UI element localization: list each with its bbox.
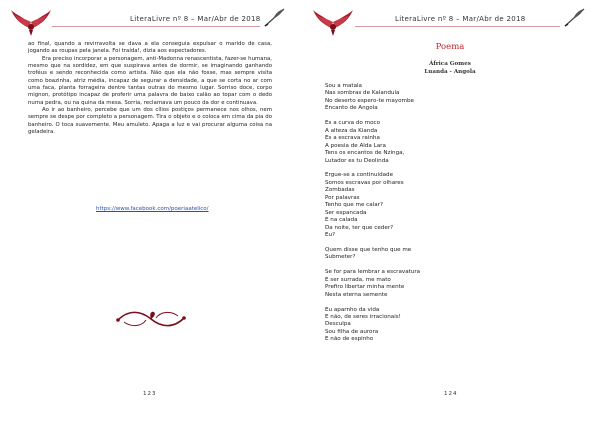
page-number-left: 123 — [143, 391, 157, 397]
flourish-ornament — [114, 306, 188, 332]
poem-stanza — [325, 247, 555, 262]
poem-line: Es a curva do moco — [325, 120, 380, 127]
poem-line: Nas sombras de Kalandula — [325, 90, 400, 97]
winged-logo-icon — [10, 7, 52, 37]
poem-line: Zombadas — [325, 187, 355, 194]
poem-line: No deserto espero-te mayombe — [325, 97, 414, 104]
poem-line: E não, de seres irracionais! — [325, 313, 401, 320]
poem-line: Lutador es tu Deolinda — [325, 157, 389, 164]
poem-line: E ser surrada, me mato — [325, 276, 391, 283]
poem-line: A poesia de Alda Lara — [325, 142, 386, 149]
poem-byline — [300, 60, 600, 76]
poem-title: Poema — [435, 42, 465, 52]
poem-line: Nesta eterna semente — [325, 291, 388, 298]
poem-stanza — [325, 307, 555, 344]
poem-line: Da noite, ter que ceder? — [325, 224, 394, 231]
author-location: Luanda - Angola — [424, 69, 476, 75]
poem-stanza — [325, 172, 555, 239]
poem-line: Se for para lembrar a escravatura — [325, 269, 421, 276]
poem-line: E não de espinho — [325, 336, 374, 343]
poem-line: Tenho que me calar? — [325, 202, 383, 209]
poem-line: Es a escrava rainha — [325, 135, 380, 142]
poem-line: Ergue-se a continuidade — [325, 172, 394, 179]
quill-pen-icon — [562, 6, 588, 28]
poem-line: A alteza da Kianda — [325, 127, 378, 134]
poem-line: Sou filha de aurora — [325, 328, 379, 335]
paragraph: Ao ir ao banheiro, percebe que um dos cílios postiços permanece nos olhos, nem sempre se despe por completo a personagem. Tira o objeto e o coloca em cima da pia do banheiro. O toca suavemente. Meu amuleto. Apaga a luz e vai procurar alguma coisa na geladeira. — [28, 107, 272, 136]
poem-line: Submeter? — [325, 254, 356, 261]
paragraph: ao final, quando a revirravolta se dava a ela conseguia expulsar o marido de casa, jogando as roupas pela janela. Foi traída!, dizia aos espectadores. — [28, 41, 272, 55]
poem-stanza — [325, 83, 555, 113]
poem-line: Eu? — [325, 232, 336, 239]
poem-line: Somos escravas por olhares — [325, 179, 404, 186]
quill-pen-icon — [262, 6, 288, 28]
header-rule-right — [355, 26, 560, 27]
poem-line: Por palavras — [325, 194, 360, 201]
poem-stanza — [325, 269, 555, 299]
facebook-link[interactable]: https://www.facebook.com/poeriaatelico/ — [96, 206, 209, 212]
winged-logo-icon — [312, 7, 354, 37]
page-number-right: 124 — [444, 391, 458, 397]
poem-line: E na calada — [325, 217, 358, 224]
poem-line: Ser espancada — [325, 209, 367, 216]
header-rule-left — [52, 26, 260, 27]
paragraph: Era preciso incorporar a personagem, anti-Madonna renascentista, fazer-se humana, mesmo que na sordidez, em que suspirava antes de dormir, se imaginando ganhando troféus e sendo reconhecida como artista. Não que ela não fosse, mas sempre visita como boazinha, atriz média, incapaz de segurar a densidade, a que se corta no ar com uma faca, planta forrageira dentre tantas outras do mesmo lugar. Sorriso doce, corpo mignon, protótipo incapaz de proferir uma palavra de baixo calão ao topar com o dedo numa pedra, ou na quina da mesa. Sorria, reclamava um pouco da dor e continuava. — [28, 55, 272, 106]
poem-line: Encanto de Angola — [325, 105, 378, 112]
poem-line: Prefiro libertar minha mente — [325, 284, 405, 291]
author-name: África Gomes — [429, 61, 471, 67]
running-head-right: LiteraLivre nº 8 – Mar/Abr de 2018 — [395, 15, 526, 23]
poem-body — [325, 83, 555, 351]
poem-line: Eu aparnho da vida — [325, 306, 380, 313]
article-text — [28, 41, 272, 136]
poem-line: Quem disse que tenho que me — [325, 246, 412, 253]
poem-line: Tens os encantos de Nzinga, — [325, 150, 405, 157]
poem-line: Sou a matala — [325, 83, 362, 89]
poem-line: Desculpa — [325, 321, 351, 328]
poem-stanza — [325, 120, 555, 165]
running-head-left: LiteraLivre nº 8 – Mar/Abr de 2018 — [130, 15, 261, 23]
